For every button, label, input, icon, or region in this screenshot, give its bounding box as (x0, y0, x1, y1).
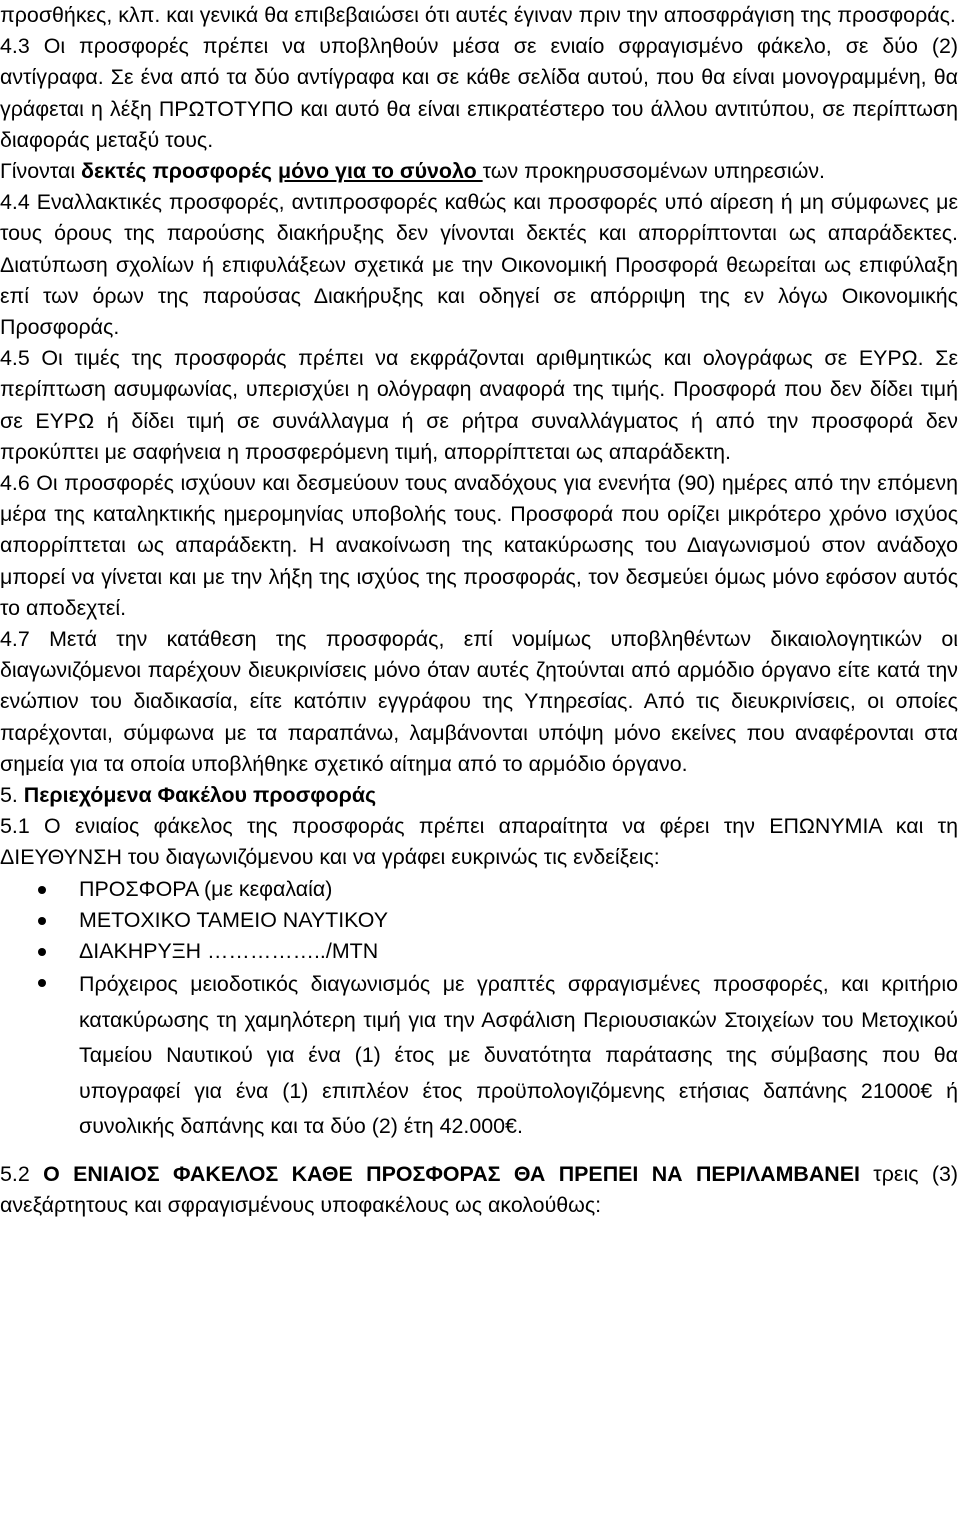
list-item (0, 874, 958, 905)
paragraph-4-4: 4.4 Εναλλακτικές προσφορές, αντιπροσφορές καθώς και προσφορές υπό αίρεση ή μη σύμφωνες με τους όρους της παρούσης διακήρυξης δεν γίνονται δεκτές και απορρίπτονται ως απαράδεκτες. Διατύπωση σχολίων ή επιφυλάξεων σχετικά με την Οικονομική Προσφορά θεωρείται ως επιφύλαξη επί των όρων της παρούσας Διακήρυξης και οδηγεί σε απόρριψη της εν λόγω Οικονομικής Προσφοράς. (0, 190, 958, 340)
list-item (0, 905, 958, 936)
section-5-number: 5. (0, 783, 24, 808)
envelope-markings-list (0, 874, 958, 1145)
section-5-2-rest: τρεις (3) ανεξάρτητους και σφραγισμένους υποφακέλους ως ακολούθως: (0, 1161, 958, 1217)
list-item (0, 967, 958, 1145)
paragraph-4-3-acceptance (0, 156, 958, 187)
spacer (0, 1145, 958, 1159)
acceptance-bold-underlined: μόνο για το σύνολο (277, 159, 483, 184)
section-5-2-bold: Ο ΕΝΙΑΙΟΣ ΦΑΚΕΛΟΣ ΚΑΘΕ ΠΡΟΣΦΟΡΑΣ ΘΑ ΠΡΕΠΕΙ ΝΑ ΠΕΡΙΛΑΜΒΑΝΕΙ (43, 1161, 860, 1186)
acceptance-tail: των προκηρυσσομένων υπηρεσιών. (482, 159, 825, 184)
paragraph-4-5: 4.5 Οι τιμές της προσφοράς πρέπει να εκφράζονται αριθμητικώς και ολογράφως σε ΕΥΡΩ. Σε περίπτωση ασυμφωνίας, υπερισχύει η ολόγραφη αναφορά της τιμής. Προσφορά που δεν δίδει τιμή σε ΕΥΡΩ ή δίδει τιμή σε συνάλλαγμα ή σε ρήτρα συναλλάγματος ή από την προσφορά δεν προκύπτει με σαφήνεια η προσφερόμενη τιμή, απορρίπτεται ως απαράδεκτη. (0, 346, 958, 464)
paragraph-4-6: 4.6 Οι προσφορές ισχύουν και δεσμεύουν τους αναδόχους για ενενήτα (90) ημέρες από την επόμενη μέρα της καταληκτικής ημερομηνίας υποβολής τους. Προσφορά που ορίζει μικρότερο χρόνο ισχύος απορρίπτεται ως απαράδεκτη. Η ανακοίνωση της κατακύρωσης του Διαγωνισμού στον ανάδοχο μπορεί να γίνεται και με την λήξη της ισχύος της προσφοράς, τον δεσμεύει όμως μόνο εφόσον αυτός το αποδεχτεί. (0, 471, 958, 620)
bullet-icon (38, 886, 46, 894)
paragraph-4-3: 4.3 Οι προσφορές πρέπει να υποβληθούν μέσα σε ενιαίο σφραγισμένο φάκελο, σε δύο (2) αντίγραφα. Σε ένα από τα δύο αντίγραφα και σε κάθε σελίδα αυτού, που θα είναι μονογραμμένη, θα γράφεται η λέξη ΠΡΩΤΟΤΥΠΟ και αυτό θα είναι επικρατέστερο του άλλου αντιτύπου, σε περίπτωση διαφοράς μεταξύ τους. (0, 34, 958, 152)
paragraph-intro: προσθήκες, κλπ. και γενικά θα επιβεβαιώσει ότι αυτές έγιναν πριν την αποσφράγιση της προσφοράς. (0, 3, 956, 27)
paragraph-5-2 (0, 1159, 958, 1221)
bullet-icon (38, 979, 46, 987)
section-5-2-number: 5.2 (0, 1161, 44, 1186)
section-5-title: Περιεχόμενα Φακέλου προσφοράς (23, 783, 377, 808)
paragraph-4-7: 4.7 Μετά την κατάθεση της προσφοράς, επί νομίμως υποβληθέντων δικαιολογητικών οι διαγωνιζόμενοι παρέχουν διευκρινίσεις μόνο όταν αυτές ζητούνται από αρμόδιο όργανο είτε κατά την ενώπιον του διαδικασία, είτε κατόπιν εγγράφου της Υπηρεσίας. Από τις διευκρινίσεις, οι οποίες παρέχονται, σύμφωνα με τα παραπάνω, λαμβάνονται υπόψη μόνο εκείνες που αναφέρονται στα σημεία για τα οποία υποβλήθηκε σχετικό αίτημα από το αρμόδιο όργανο. (0, 627, 958, 776)
acceptance-bold: δεκτές προσφορές (81, 159, 278, 184)
bullet-icon (38, 948, 46, 956)
list-item-text: ΔΙΑΚΗΡΥΞΗ ……………../ΜΤΝ (79, 939, 379, 964)
section-5-heading (0, 780, 958, 811)
list-item (0, 936, 958, 967)
list-item-text: ΠΡΟΣΦΟΡΑ (με κεφαλαία) (79, 876, 333, 901)
acceptance-lead: Γίνονται (0, 159, 82, 184)
list-item-text: ΜΕΤΟΧΙΚΟ ΤΑΜΕΙΟ ΝΑΥΤΙΚΟΥ (79, 907, 389, 932)
list-item-text: Πρόχειρος μειοδοτικός διαγωνισμός με γραπτές σφραγισμένες προσφορές, και κριτήριο κατακύρωσης τη χαμηλότερη τιμή για την Ασφάλιση Περιουσιακών Στοιχείων του Μετοχικού Ταμείου Ναυτικού για ένα (1) έτος με δυνατότητα παράτασης της σύμβασης που θα υπογραφεί για ένα (1) επιπλέον έτος προϋπολογιζόμενης ετήσιας δαπάνης 21000€ ή συνολικής δαπάνης και τα δύο (2) έτη 42.000€. (79, 972, 958, 1139)
paragraph-5-1: 5.1 Ο ενιαίος φάκελος της προσφοράς πρέπει απαραίτητα να φέρει την ΕΠΩΝΥΜΙΑ και τη ΔΙΕΥΘΥΝΣΗ του διαγωνιζόμενου και να γράφει ευκρινώς τις ενδείξεις: (0, 814, 958, 870)
bullet-icon (38, 917, 46, 925)
